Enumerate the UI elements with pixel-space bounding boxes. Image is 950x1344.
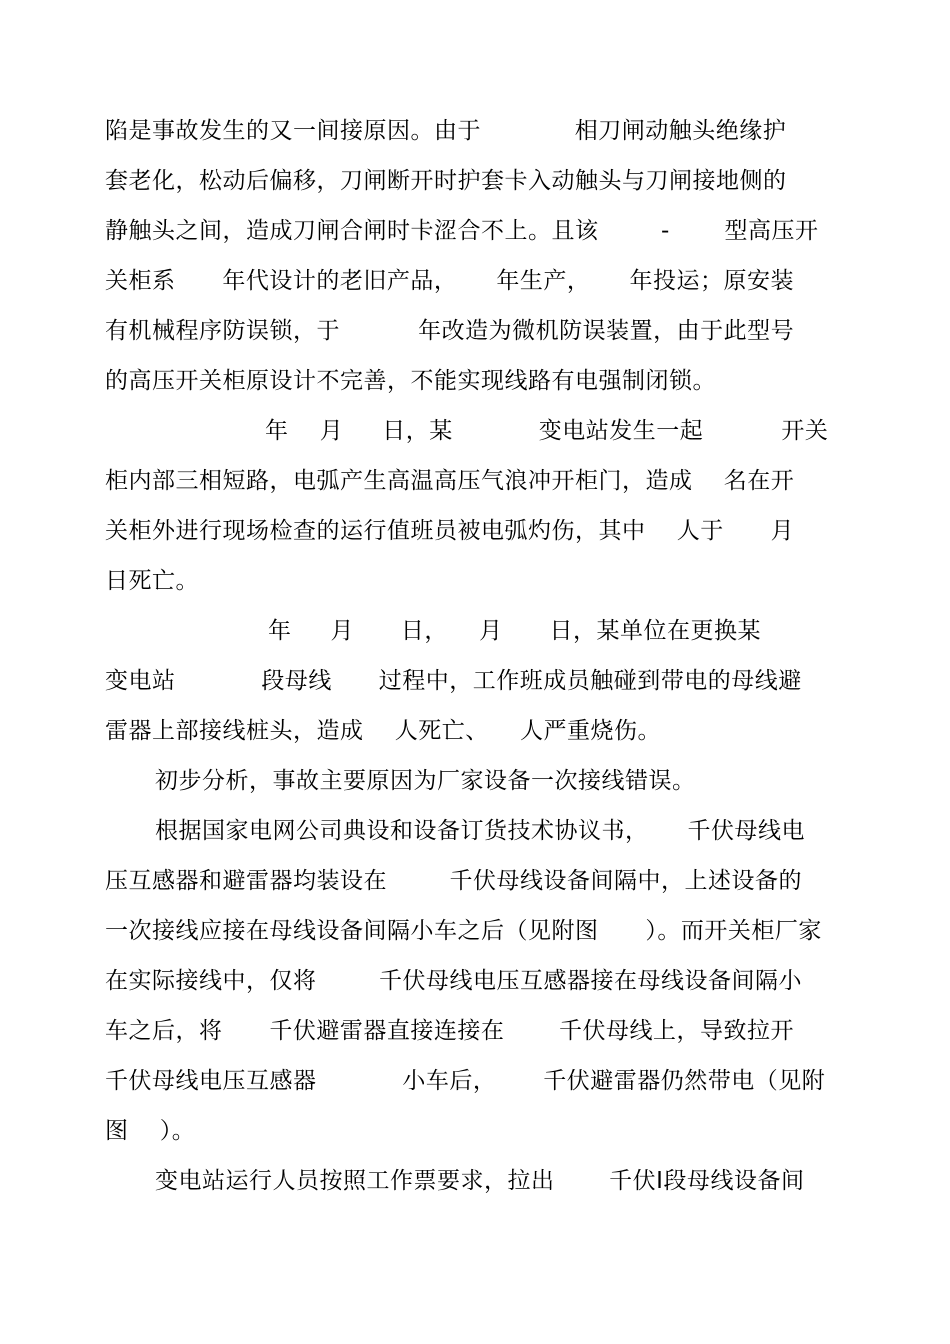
text-line: 一次接线应接在母线设备间隔小车之后（见附图 ）。而开关柜厂家 — [105, 918, 822, 944]
text-line: 日死亡。 — [105, 568, 199, 594]
text-line: 关柜外进行现场检查的运行值班员被电弧灼伤，其中 人于 月 — [105, 518, 795, 544]
text-line: 柜内部三相短路，电弧产生高温高压气浪冲开柜门，造成 名在开 — [105, 468, 795, 494]
text-line: 的高压开关柜原设计不完善，不能实现线路有电强制闭锁。 — [105, 368, 716, 394]
text-line: 雷器上部接线桩头，造成 人死亡、 人严重烧伤。 — [105, 718, 661, 744]
text-line: 初步分析，事故主要原因为厂家设备一次接线错误。 — [155, 768, 696, 794]
text-line: 年 月 日，某 变电站发生一起 开关 — [265, 418, 829, 444]
text-line: 图 ）。 — [105, 1118, 196, 1144]
text-line: 年 月 日， 月 日，某单位在更换某 — [268, 618, 762, 644]
text-line: 套老化，松动后偏移，刀闸断开时护套卡入动触头与刀闸接地侧的 — [105, 168, 787, 194]
text-line: 变电站 段母线 过程中，工作班成员触碰到带电的母线避 — [105, 668, 802, 694]
text-line: 静触头之间，造成刀闸合闸时卡涩合不上。且该 - 型高压开 — [105, 218, 819, 244]
text-line: 在实际接线中，仅将 千伏母线电压互感器接在母线设备间隔小 — [105, 968, 802, 994]
text-line: 关柜系 年代设计的老旧产品， 年生产， 年投运；原安装 — [105, 268, 794, 294]
text-line: 压互感器和避雷器均装设在 千伏母线设备间隔中，上述设备的 — [105, 868, 802, 894]
text-line: 有机械程序防误锁，于 年改造为微机防误装置，由于此型号 — [105, 318, 795, 344]
text-line: 车之后，将 千伏避雷器直接连接在 千伏母线上，导致拉开 — [105, 1018, 795, 1044]
text-line: 变电站运行人员按照工作票要求，拉出 千伏I段母线设备间 — [155, 1168, 805, 1194]
text-line: 千伏母线电压互感器 小车后， 千伏避雷器仍然带电（见附 — [105, 1068, 826, 1094]
text-line: 陷是事故发生的又一间接原因。由于 相刀闸动触头绝缘护 — [105, 118, 787, 144]
text-line: 根据国家电网公司典设和设备订货技术协议书， 千伏母线电 — [155, 818, 806, 844]
